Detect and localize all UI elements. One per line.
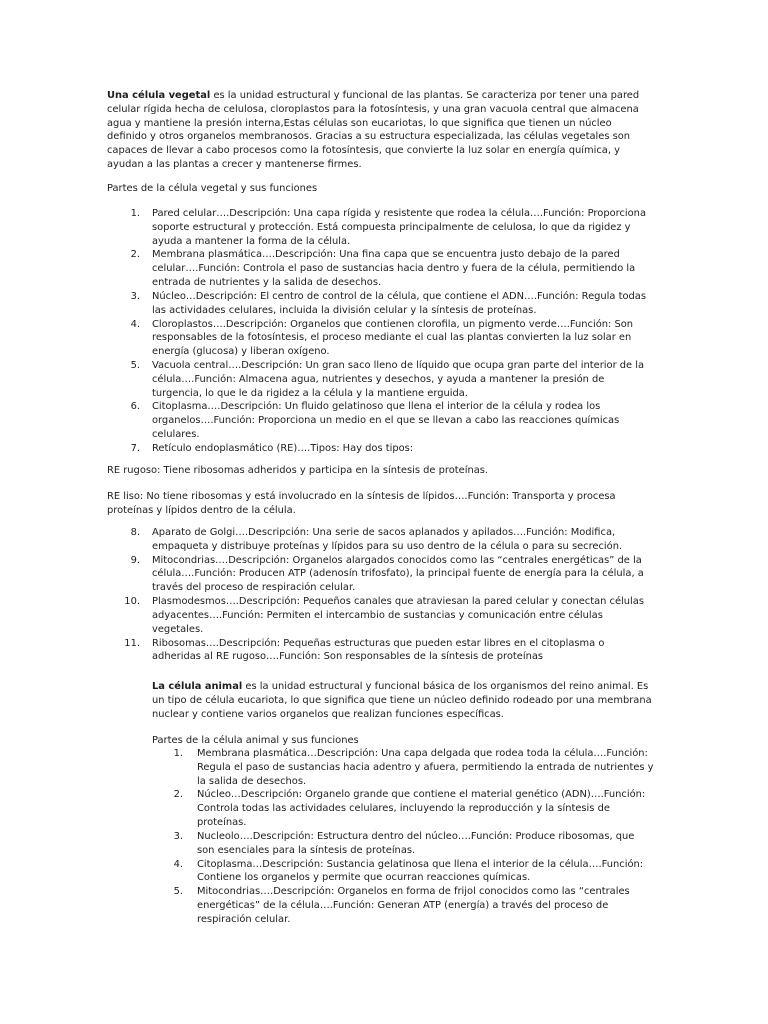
list-item-text-line: empaqueta y distribuye proteínas y lípidos para su uso dentro de la célula o para su secreción. <box>152 540 623 552</box>
list-number: 5. <box>130 359 140 371</box>
list-item-text-line: Citoplasma….Descripción: Un fluido gelatinoso que llena el interior de la célula y rodea los <box>152 401 601 413</box>
list-item-text-line: Vacuola central….Descripción: Un gran saco lleno de líquido que ocupa gran parte del interior de la <box>152 359 645 371</box>
list-item <box>173 788 654 829</box>
list-number: 11. <box>124 637 140 649</box>
list-item <box>130 526 644 554</box>
list-item <box>173 747 654 788</box>
list-item <box>130 318 646 359</box>
list-item <box>130 442 646 456</box>
text-line <box>107 89 639 103</box>
text-run: es la unidad estructural y funcional de las plantas. Se caracteriza por tener una pared <box>213 90 640 101</box>
animal-cell-intro-paragraph <box>152 680 652 721</box>
list-item <box>130 290 646 318</box>
list-item-text-line: adheridas al RE rugoso….Función: Son responsables de la síntesis de proteínas <box>152 651 544 663</box>
text-line: definido y otros organelos membranosos. Gracias a su estructura especializada, las células vegetales son <box>107 131 631 143</box>
text-line: proteínas y lípidos dentro de la célula. <box>107 504 296 516</box>
text-line: celular rígida hecha de celulosa, cloroplastos para la fotosíntesis, y una gran vacuola central que almacena <box>107 103 639 115</box>
animal-parts-list <box>173 747 654 927</box>
list-item-text-line: celular….Función: Controla el paso de sustancias hacia dentro y fuera de la célula, permitiendo la <box>152 263 636 275</box>
list-item-text-line: Cloroplastos….Descripción: Organelos que contienen clorofila, un pigmento verde….Función: Son <box>152 318 634 330</box>
list-number: 2. <box>130 249 140 261</box>
list-item-text-line: Ribosomas….Descripción: Pequeñas estructuras que pueden estar libres en el citoplasma o <box>152 637 605 649</box>
text-line: RE rugoso: Tiene ribosomas adheridos y participa en la síntesis de proteínas. <box>107 465 489 476</box>
list-item-text-line: célula….Función: Almacena agua, nutrientes y desechos, y ayuda a mantener la presión de <box>152 373 605 385</box>
text-line: capaces de llevar a cabo procesos como la fotosíntesis, que convierte la luz solar en energía química, y <box>107 145 620 157</box>
list-item-text-line: proteínas. <box>197 817 247 829</box>
list-item-text-line: Retículo endoplasmático (RE)….Tipos: Hay dos tipos: <box>152 442 414 454</box>
list-item-text-line: ayuda a mantener la forma de la célula. <box>152 235 351 247</box>
list-item <box>130 248 646 289</box>
list-item-text-line: Nucleolo….Descripción: Estructura dentro del núcleo….Función: Produce ribosomas, que <box>197 830 635 842</box>
list-item <box>173 885 654 926</box>
list-item-text-line: Citoplasma…Descripción: Sustancia gelatinosa que llena el interior de la célula….Función: <box>197 858 644 870</box>
list-item-text-line: energéticas” de la célula….Función: Generan ATP (energía) a través del proceso de <box>197 899 609 911</box>
plant-parts-list <box>130 207 646 456</box>
plant-cell-intro-paragraph <box>107 89 639 172</box>
list-item-text-line: Aparato de Golgi….Descripción: Una serie de sacos aplanados y apilados….Función: Modifica, <box>152 527 616 538</box>
list-item-text-line: Controla todas las actividades celulares, incluyendo la reproducción y la síntesis de <box>197 803 610 815</box>
list-item-text-line: célula….Función: Producen ATP (adenosín trifosfato), la principal fuente de energía para la célula, a <box>152 568 644 580</box>
list-number: 1. <box>173 748 183 759</box>
list-number: 8. <box>130 527 140 538</box>
list-item-text-line: respiración celular. <box>197 913 291 925</box>
list-item-text-line: entrada de nutrientes y la salida de desechos. <box>152 277 382 289</box>
list-number: 4. <box>173 858 183 870</box>
bold-lead: Una célula vegetal <box>107 90 211 101</box>
text-line: RE liso: No tiene ribosomas y está involucrado en la síntesis de lípidos….Función: Transporta y procesa <box>107 491 616 502</box>
animal-parts-heading: Partes de la célula animal y sus funciones <box>152 735 359 746</box>
list-item-text-line: Mitocondrias….Descripción: Organelos en forma de frijol conocidos como las “centrales <box>197 886 630 898</box>
list-item <box>130 554 644 595</box>
list-item-text-line: energía (glucosa) y liberan oxígeno. <box>152 346 330 358</box>
list-item-text-line: turgencia, lo que le da rigidez a la célula y la mantiene erguida. <box>152 387 468 399</box>
list-number: 3. <box>173 830 183 842</box>
list-item <box>130 359 646 400</box>
re-rugoso-paragraph <box>107 464 488 478</box>
text-line: ayudan a las plantas a crecer y mantenerse firmes. <box>107 159 362 171</box>
list-item-text-line: organelos….Función: Proporciona un medio en el que se llevan a cabo las reacciones químicas <box>152 415 620 427</box>
list-item-text-line: Mitocondrias….Descripción: Organelos alargados conocidos como las “centrales energéticas” de la <box>152 554 642 566</box>
list-item-text-line: Membrana plasmática….Descripción: Una fina capa que se encuentra justo debajo de la pared <box>152 249 620 261</box>
list-item-text-line: soporte estructural y protección. Está compuesta principalmente de celulosa, lo que da rigidez y <box>152 221 631 233</box>
list-number: 7. <box>130 442 140 454</box>
text-run: es la unidad estructural y funcional básica de los organismos del reino animal. Es <box>245 681 649 692</box>
list-item <box>124 595 644 636</box>
plant-parts-heading: Partes de la célula vegetal y sus funciones <box>107 183 318 194</box>
list-number: 9. <box>130 554 140 566</box>
list-item-text-line: adyacentes….Función: Permiten el intercambio de sustancias y comunicación entre células <box>152 609 603 621</box>
list-number: 6. <box>130 401 140 413</box>
re-liso-paragraph <box>107 490 616 518</box>
list-item-text-line: las actividades celulares, incluida la división celular y la síntesis de proteínas. <box>152 304 537 316</box>
list-item-text-line: Membrana plasmática…Descripción: Una capa delgada que rodea toda la célula….Función: <box>197 748 648 759</box>
text-line: agua y mantiene la presión interna,Estas células son eucariotas, lo que significa que tienen un núcleo <box>107 117 612 129</box>
list-item <box>173 830 654 858</box>
list-number: 5. <box>173 886 183 898</box>
list-item <box>130 207 646 248</box>
list-number: 3. <box>130 290 140 302</box>
list-item-text-line: Plasmodesmos….Descripción: Pequeños canales que atraviesan la pared celular y conectan células <box>152 596 644 608</box>
list-number: 1. <box>130 208 140 219</box>
text-line: un tipo de célula eucariota, lo que significa que tiene un núcleo definido rodeado por una membrana <box>152 694 652 706</box>
list-number: 10. <box>124 596 140 608</box>
text-line <box>152 680 652 694</box>
list-number: 2. <box>173 789 183 801</box>
list-item <box>173 858 654 886</box>
text-line: nuclear y contiene varios organelos que realizan funciones específicas. <box>152 708 504 720</box>
list-item-text-line: son esenciales para la síntesis de proteínas. <box>197 844 416 856</box>
list-item-text-line: Regula el paso de sustancias hacia adentro y afuera, permitiendo la entrada de nutrientes y <box>197 761 654 773</box>
bold-lead: La célula animal <box>152 681 243 692</box>
list-item <box>130 400 646 441</box>
list-number: 4. <box>130 318 140 330</box>
list-item-text-line: Pared celular….Descripción: Una capa rígida y resistente que rodea la célula….Función: Proporciona <box>152 208 646 219</box>
list-item-text-line: vegetales. <box>152 623 204 635</box>
list-item-text-line: través del proceso de respiración celular. <box>152 582 356 594</box>
list-item-text-line: Contiene los organelos y permite que ocurran reacciones químicas. <box>197 872 531 884</box>
list-item-text-line: responsables de la fotosíntesis, el proceso mediante el cual las plantas convierten la luz solar en <box>152 332 632 344</box>
list-item-text-line: celulares. <box>152 429 200 440</box>
list-item-text-line: la salida de desechos. <box>197 775 307 787</box>
plant-parts-list-continued <box>124 526 644 664</box>
list-item-text-line: Núcleo…Descripción: El centro de control de la célula, que contiene el ADN….Función: Regula todas <box>152 290 646 302</box>
list-item <box>124 637 644 665</box>
list-item-text-line: Núcleo…Descripción: Organelo grande que contiene el material genético (ADN)….Función: <box>197 789 646 801</box>
